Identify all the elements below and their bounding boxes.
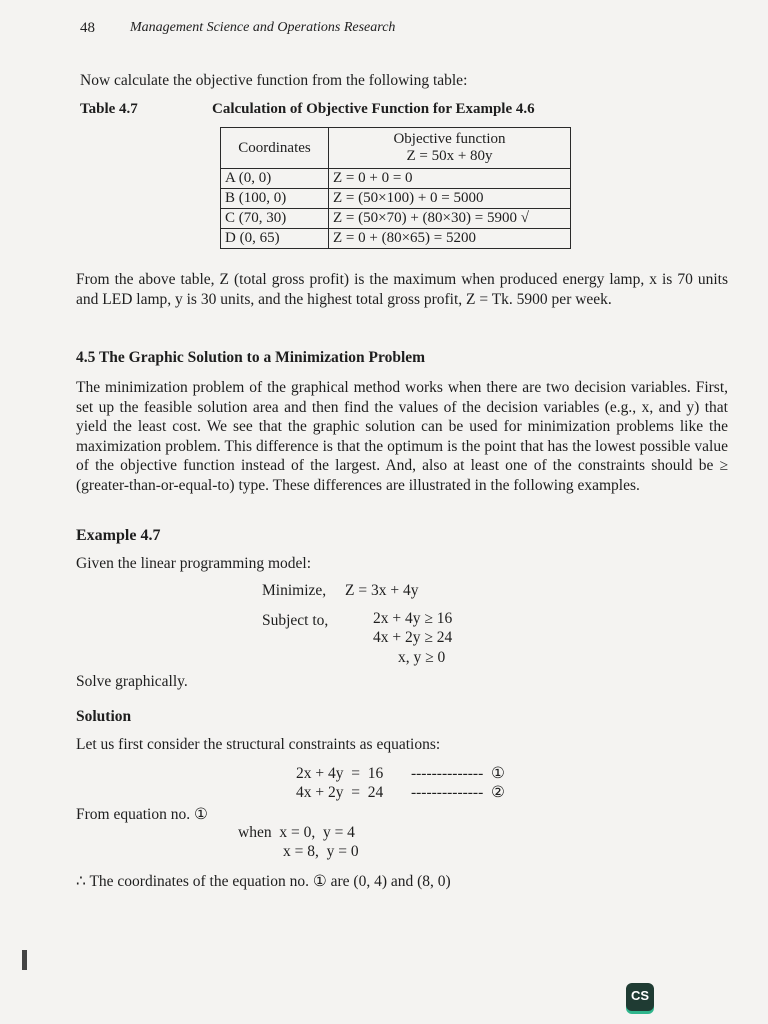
when-x-zero: when x = 0, y = 4	[238, 824, 355, 841]
table-label: Table 4.7	[80, 101, 138, 117]
section-body: The minimization problem of the graphical method works when there are two decision variables. First, set up the feasible solution area and then find the values of the decision variables (e.g., x, and y) that yield the least cost. We see that the graphic solution can be used for minimization problems like the maximization problem. This difference is that the optimum is the point that has the lowest possible value of the objective function instead of the largest. And, also at least one of the constraints should be ≥ (greater-than-or-equal-to) type. These differences are illustrated in the following examples.	[76, 379, 728, 494]
coord-cell: A (0, 0)	[221, 169, 329, 189]
header-objective	[329, 128, 571, 169]
constraint-1: 2x + 4y ≥ 16	[373, 610, 453, 627]
camscanner-logo: CS	[626, 983, 654, 1011]
conclusion-paragraph: From the above table, Z (total gross profit) is the maximum when produced energy lamp, x is 70 units and LED lamp, y is 30 units, and the highest total gross profit, Z = Tk. 5900 per week.	[76, 271, 728, 308]
value-cell: Z = (50×100) + 0 = 5000	[329, 189, 571, 209]
table-header-row	[221, 128, 571, 169]
table-caption: Calculation of Objective Function for Example 4.6	[212, 101, 535, 117]
example-given: Given the linear programming model:	[76, 555, 312, 572]
solution-intro: Let us first consider the structural constraints as equations:	[76, 736, 441, 753]
coord-cell: B (100, 0)	[221, 189, 329, 209]
objective-expression: Z = 3x + 4y	[345, 582, 419, 599]
when-y-zero: x = 8, y = 0	[283, 843, 359, 860]
constraint-2: 4x + 2y ≥ 24	[373, 629, 453, 646]
value-cell: Z = (50×70) + (80×30) = 5900 √	[329, 209, 571, 229]
value-cell: Z = 0 + (80×65) = 5200	[329, 229, 571, 249]
constraint-nonneg: x, y ≥ 0	[398, 649, 446, 666]
solve-instruction: Solve graphically.	[76, 673, 188, 690]
equation-tag: -------------- ①	[410, 765, 505, 782]
equation-expr: 2x + 4y = 16	[296, 765, 384, 782]
section-title: 4.5 The Graphic Solution to a Minimization Problem	[76, 349, 426, 366]
page-number: 48	[80, 20, 95, 36]
table-row	[221, 229, 571, 249]
header-objective-line2: Z = 50x + 80y	[406, 148, 493, 164]
header-objective-line1: Objective function	[393, 131, 506, 147]
equation-2	[296, 783, 505, 802]
objective-function-table	[220, 127, 571, 249]
scan-edge-mark	[22, 950, 27, 970]
coord-cell: D (0, 65)	[221, 229, 329, 249]
example-title: Example 4.7	[76, 527, 161, 544]
equation-expr: 4x + 2y = 24	[296, 784, 384, 801]
intro-sentence: Now calculate the objective function from the following table:	[80, 72, 468, 89]
equation-tag: -------------- ②	[410, 784, 505, 801]
value-cell: Z = 0 + 0 = 0	[329, 169, 571, 189]
from-equation-label: From equation no. ①	[76, 806, 208, 823]
header-coordinates: Coordinates	[221, 128, 329, 169]
running-header-title: Management Science and Operations Research	[130, 20, 396, 35]
table-row	[221, 169, 571, 189]
coord-cell: C (70, 30)	[221, 209, 329, 229]
table-row	[221, 209, 571, 229]
table-row	[221, 189, 571, 209]
solution-title: Solution	[76, 708, 132, 725]
subject-to-label: Subject to,	[262, 612, 329, 629]
equation-1	[296, 764, 505, 783]
coordinates-conclusion: ∴ The coordinates of the equation no. ① are (0, 4) and (8, 0)	[76, 873, 451, 890]
minimize-label: Minimize,	[262, 582, 327, 599]
